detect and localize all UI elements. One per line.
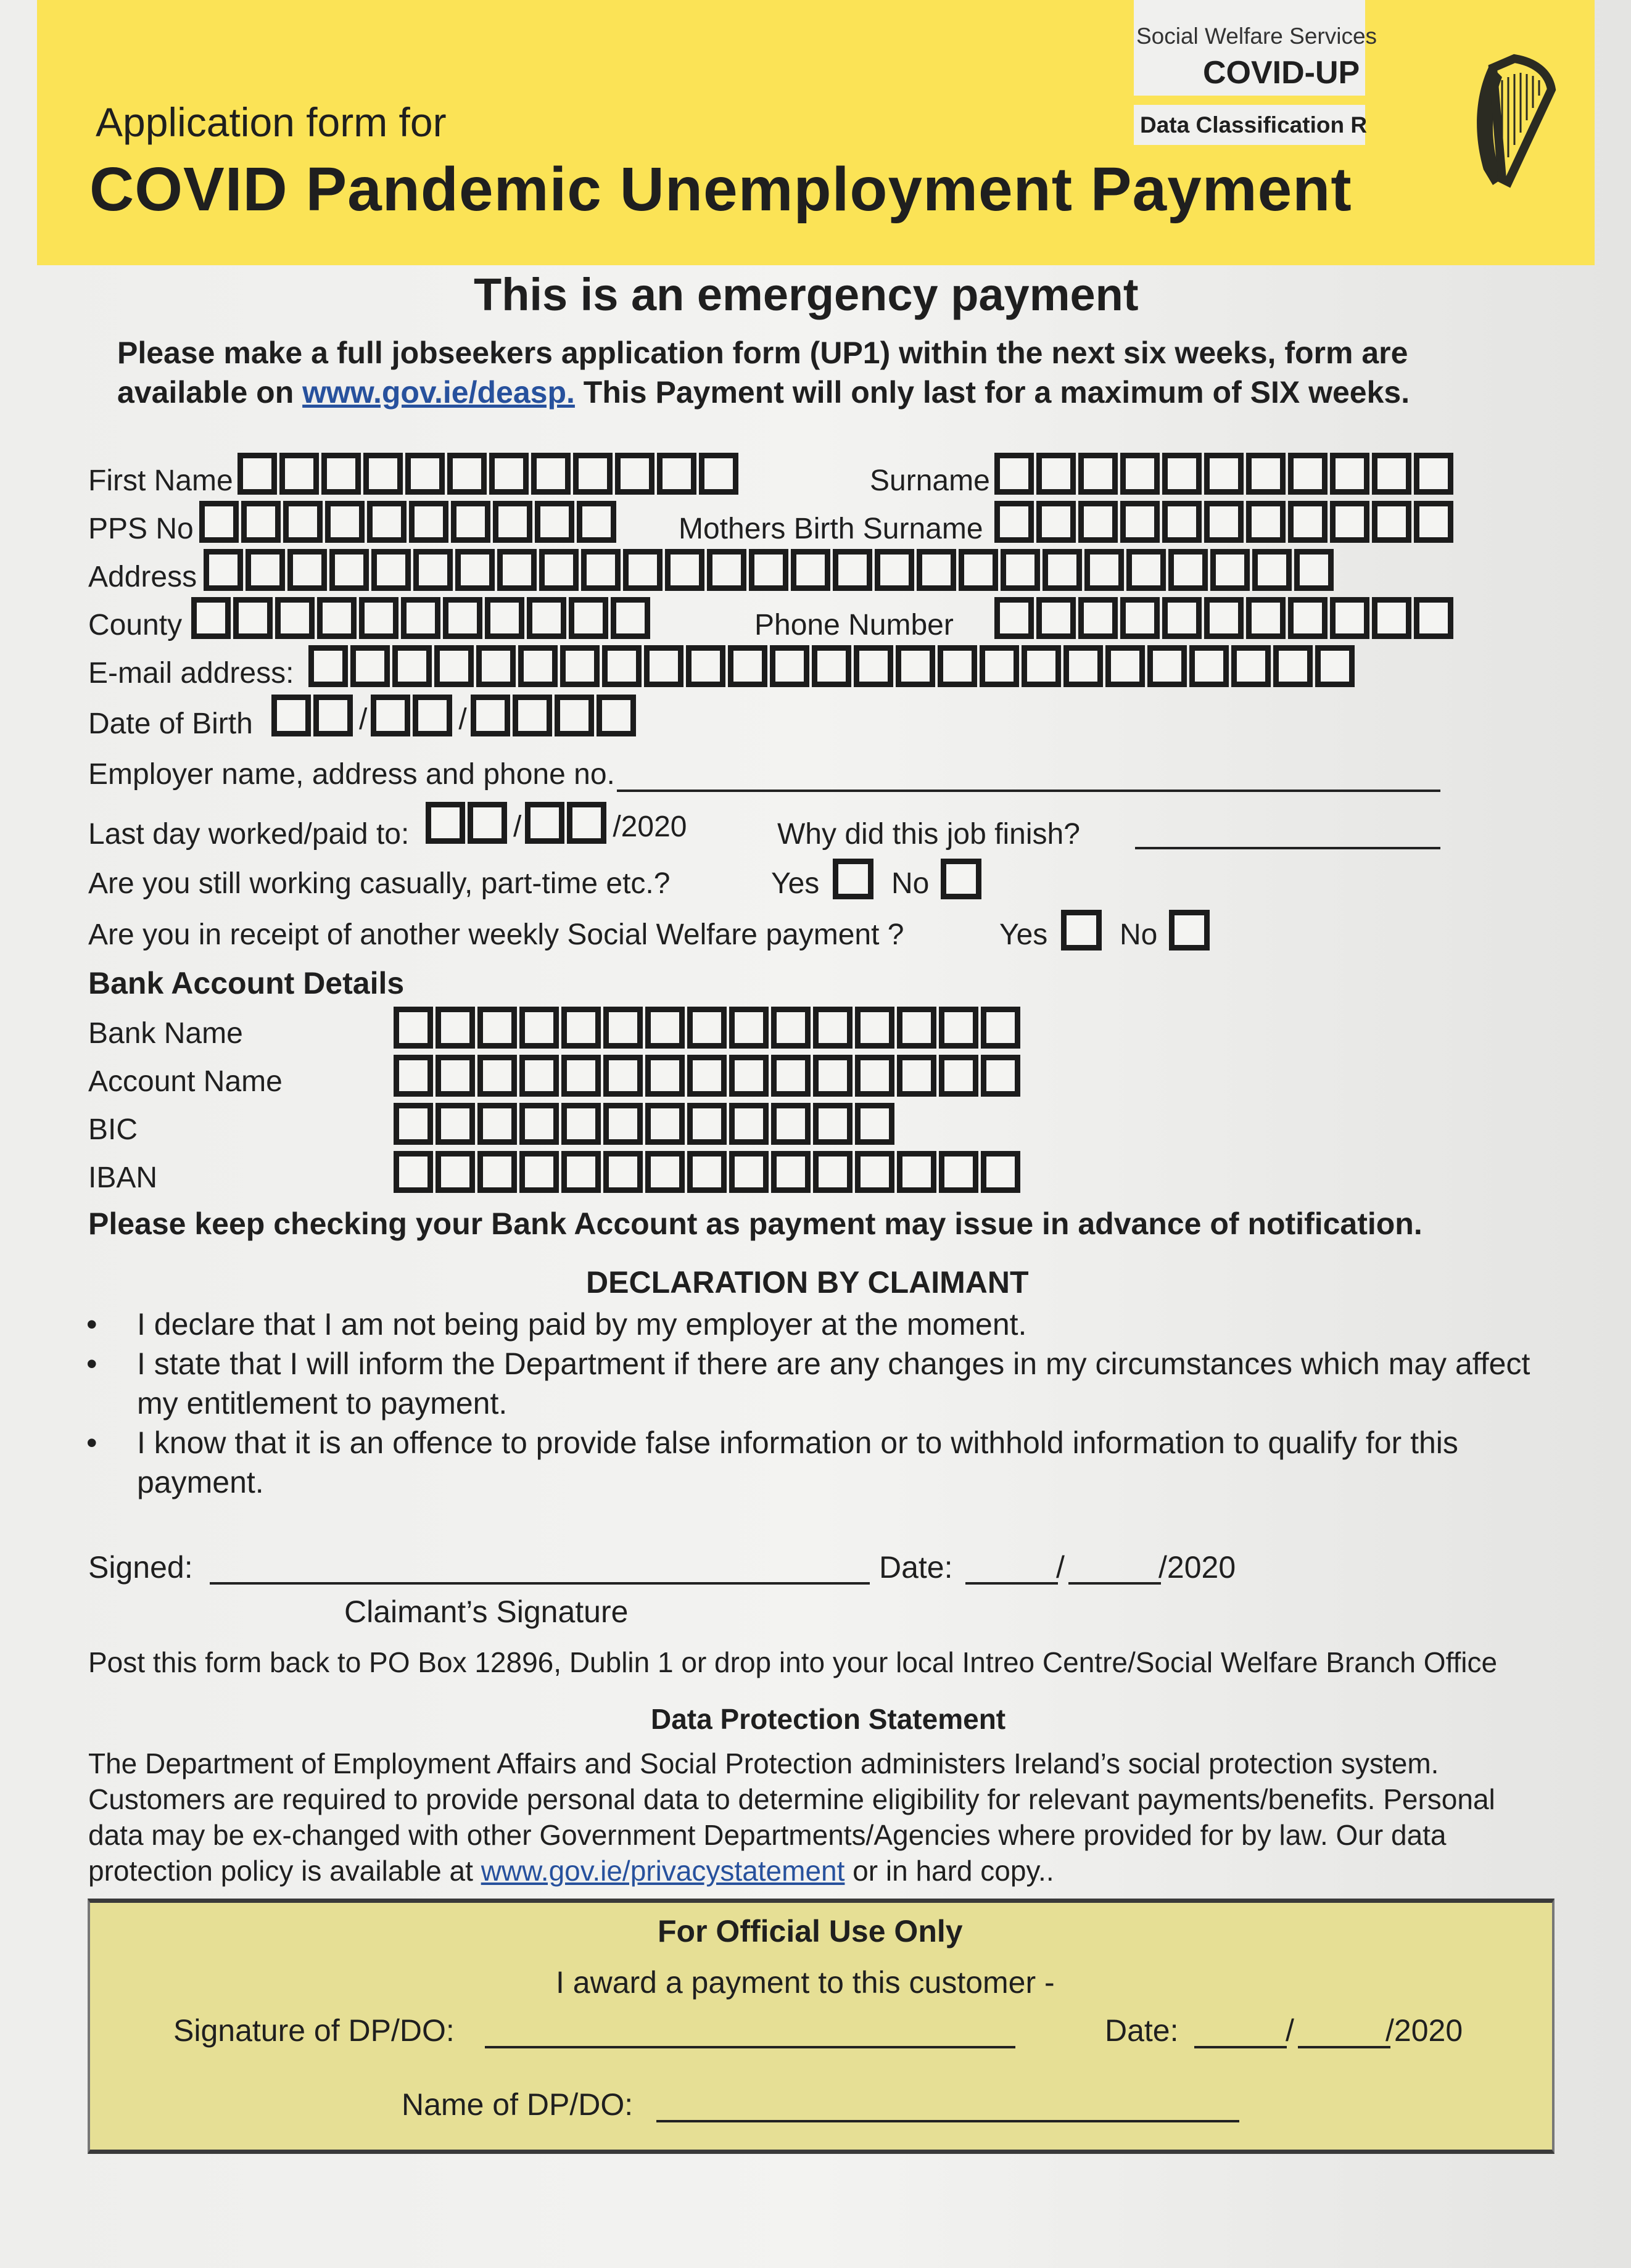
char-box[interactable] xyxy=(1147,645,1187,687)
dpdo-date-day-line[interactable] xyxy=(1194,2046,1287,2048)
char-box[interactable] xyxy=(687,1103,727,1145)
char-box[interactable] xyxy=(1252,549,1292,591)
char-box[interactable] xyxy=(401,597,440,639)
dob-year-box[interactable] xyxy=(513,695,552,736)
char-box[interactable] xyxy=(1162,597,1202,639)
county-boxes[interactable] xyxy=(191,597,653,639)
privacy-link[interactable]: www.gov.ie/privacystatement xyxy=(481,1855,845,1887)
char-box[interactable] xyxy=(434,645,474,687)
dob-boxes[interactable] xyxy=(271,695,638,736)
char-box[interactable] xyxy=(855,1055,894,1097)
char-box[interactable] xyxy=(1001,549,1040,591)
award-text: I award a payment to this customer - xyxy=(556,1965,1055,2000)
char-box[interactable] xyxy=(707,549,746,591)
employer-label: Employer name, address and phone no. xyxy=(88,758,615,791)
char-box[interactable] xyxy=(1204,453,1244,495)
char-box[interactable] xyxy=(1078,453,1118,495)
char-box[interactable] xyxy=(519,1103,559,1145)
bank-heading: Bank Account Details xyxy=(88,966,405,1000)
char-box[interactable] xyxy=(477,1103,517,1145)
char-box[interactable] xyxy=(1078,597,1118,639)
char-box[interactable] xyxy=(812,645,851,687)
char-box[interactable] xyxy=(939,1007,978,1049)
claimant-date-label: Date: xyxy=(879,1550,953,1585)
other-payment-yes-label: Yes xyxy=(999,918,1048,951)
char-box[interactable] xyxy=(687,1151,727,1193)
char-box[interactable] xyxy=(447,453,487,495)
char-box[interactable] xyxy=(1246,501,1286,543)
char-box[interactable] xyxy=(283,501,323,543)
claimant-date-year: /2020 xyxy=(1158,1550,1236,1585)
char-box[interactable] xyxy=(350,645,390,687)
char-box[interactable] xyxy=(519,1151,559,1193)
char-box[interactable] xyxy=(855,1103,894,1145)
char-box[interactable] xyxy=(477,1151,517,1193)
char-box[interactable] xyxy=(875,549,914,591)
why-finish-line[interactable] xyxy=(1135,847,1440,849)
bank-name-label: Bank Name xyxy=(88,1017,243,1050)
char-box[interactable] xyxy=(645,1055,685,1097)
last-day-box[interactable] xyxy=(426,802,465,844)
char-box[interactable] xyxy=(476,645,516,687)
phone-boxes[interactable] xyxy=(994,597,1456,639)
char-box[interactable] xyxy=(321,453,361,495)
char-box[interactable] xyxy=(1273,645,1313,687)
char-box[interactable] xyxy=(813,1103,853,1145)
last-month-box[interactable] xyxy=(525,802,564,844)
char-box[interactable] xyxy=(897,1055,936,1097)
char-box[interactable] xyxy=(1063,645,1103,687)
char-box[interactable] xyxy=(1022,645,1061,687)
dpdo-name-label: Name of DP/DO: xyxy=(402,2087,634,2122)
char-box[interactable] xyxy=(791,549,830,591)
char-box[interactable] xyxy=(325,501,365,543)
char-box[interactable] xyxy=(1120,453,1160,495)
char-box[interactable] xyxy=(645,1151,685,1193)
pps-boxes[interactable] xyxy=(199,501,619,543)
char-box[interactable] xyxy=(896,645,935,687)
date-separator: / xyxy=(1056,1550,1065,1585)
last-month-box[interactable] xyxy=(567,802,606,844)
char-box[interactable] xyxy=(204,549,243,591)
char-box[interactable] xyxy=(994,501,1034,543)
char-box[interactable] xyxy=(771,1007,811,1049)
char-box[interactable] xyxy=(394,1151,433,1193)
char-box[interactable] xyxy=(813,1055,853,1097)
form-subtitle: Application form for xyxy=(96,99,447,145)
char-box[interactable] xyxy=(577,501,616,543)
iban-boxes[interactable] xyxy=(394,1151,1023,1193)
service-name: Social Welfare Services xyxy=(1136,23,1377,49)
mothers-surname-boxes[interactable] xyxy=(994,501,1456,543)
char-box[interactable] xyxy=(981,1007,1020,1049)
char-box[interactable] xyxy=(994,453,1034,495)
county-label: County xyxy=(88,609,183,641)
char-box[interactable] xyxy=(813,1007,853,1049)
char-box[interactable] xyxy=(518,645,558,687)
char-box[interactable] xyxy=(1231,645,1271,687)
data-protection-text xyxy=(88,1746,1556,1889)
char-box[interactable] xyxy=(1036,597,1076,639)
char-box[interactable] xyxy=(1120,501,1160,543)
claimant-signature-line[interactable] xyxy=(210,1582,870,1585)
char-box[interactable] xyxy=(1120,597,1160,639)
iban-label: IBAN xyxy=(88,1161,158,1194)
char-box[interactable] xyxy=(938,645,977,687)
char-box[interactable] xyxy=(897,1007,936,1049)
char-box[interactable] xyxy=(665,549,704,591)
other-payment-no-label: No xyxy=(1120,918,1158,951)
last-day-year: /2020 xyxy=(613,810,687,843)
char-box[interactable] xyxy=(1036,501,1076,543)
char-box[interactable] xyxy=(959,549,998,591)
char-box[interactable] xyxy=(413,549,453,591)
char-box[interactable] xyxy=(1372,453,1411,495)
char-box[interactable] xyxy=(603,1151,643,1193)
bank-name-boxes[interactable] xyxy=(394,1007,1023,1049)
char-box[interactable] xyxy=(623,549,663,591)
char-box[interactable] xyxy=(897,1151,936,1193)
char-box[interactable] xyxy=(581,549,621,591)
date-separator: / xyxy=(1286,2013,1294,2048)
char-box[interactable] xyxy=(981,1055,1020,1097)
dpdo-name-line[interactable] xyxy=(656,2120,1239,2122)
account-name-boxes[interactable] xyxy=(394,1055,1023,1097)
char-box[interactable] xyxy=(1330,453,1369,495)
char-box[interactable] xyxy=(436,1055,475,1097)
char-box[interactable] xyxy=(603,1007,643,1049)
char-box[interactable] xyxy=(436,1007,475,1049)
char-box[interactable] xyxy=(699,453,738,495)
char-box[interactable] xyxy=(455,549,495,591)
char-box[interactable] xyxy=(1414,597,1453,639)
dob-day-box[interactable] xyxy=(313,695,353,736)
char-box[interactable] xyxy=(1294,549,1334,591)
char-box[interactable] xyxy=(535,501,574,543)
char-box[interactable] xyxy=(405,453,445,495)
char-box[interactable] xyxy=(1288,453,1328,495)
post-instructions: Post this form back to PO Box 12896, Dublin 1 or drop into your local Intreo Centre/Social Welfare Branch Office xyxy=(88,1646,1498,1678)
char-box[interactable] xyxy=(855,1007,894,1049)
char-box[interactable] xyxy=(443,597,482,639)
bic-label: BIC xyxy=(88,1113,138,1146)
deasp-link[interactable]: www.gov.ie/deasp. xyxy=(302,375,575,410)
char-box[interactable] xyxy=(233,597,273,639)
char-box[interactable] xyxy=(645,1007,685,1049)
other-payment-question: Are you in receipt of another weekly Social Welfare payment ? xyxy=(88,918,904,951)
char-box[interactable] xyxy=(1162,453,1202,495)
char-box[interactable] xyxy=(477,1007,517,1049)
char-box[interactable] xyxy=(657,453,696,495)
char-box[interactable] xyxy=(436,1151,475,1193)
char-box[interactable] xyxy=(1036,453,1076,495)
dob-label: Date of Birth xyxy=(88,707,253,740)
char-box[interactable] xyxy=(939,1055,978,1097)
char-box[interactable] xyxy=(644,645,683,687)
declaration-item: • I know that it is an offence to provide false information or to withhold information to qualify for this payment. xyxy=(86,1423,1567,1502)
form-title: COVID Pandemic Unemployment Payment xyxy=(89,155,1352,224)
char-box[interactable] xyxy=(308,645,348,687)
bank-notice: Please keep checking your Bank Account as payment may issue in advance of notification. xyxy=(88,1206,1422,1241)
char-box[interactable] xyxy=(603,1103,643,1145)
claimant-date-day-line[interactable] xyxy=(965,1582,1058,1585)
char-box[interactable] xyxy=(1315,645,1355,687)
char-box[interactable] xyxy=(1330,597,1369,639)
char-box[interactable] xyxy=(1414,501,1453,543)
char-box[interactable] xyxy=(749,549,788,591)
char-box[interactable] xyxy=(1189,645,1229,687)
char-box[interactable] xyxy=(394,1055,433,1097)
char-box[interactable] xyxy=(409,501,448,543)
dpdo-date-month-line[interactable] xyxy=(1298,2046,1390,2048)
char-box[interactable] xyxy=(813,1151,853,1193)
account-name-label: Account Name xyxy=(88,1065,283,1098)
char-box[interactable] xyxy=(329,549,369,591)
declaration-item: • I declare that I am not being paid by my employer at the moment. xyxy=(86,1305,1567,1344)
char-box[interactable] xyxy=(687,1055,727,1097)
first-name-boxes[interactable] xyxy=(237,453,741,495)
char-box[interactable] xyxy=(1414,453,1453,495)
casual-yes-label: Yes xyxy=(771,867,820,900)
char-box[interactable] xyxy=(1210,549,1250,591)
char-box[interactable] xyxy=(1168,549,1208,591)
mothers-surname-label: Mothers Birth Surname xyxy=(679,513,983,545)
last-day-boxes[interactable] xyxy=(426,802,690,844)
char-box[interactable] xyxy=(771,1151,811,1193)
char-box[interactable] xyxy=(686,645,725,687)
signature-caption: Claimant’s Signature xyxy=(344,1594,629,1629)
char-box[interactable] xyxy=(317,597,357,639)
char-box[interactable] xyxy=(729,1007,769,1049)
char-box[interactable] xyxy=(246,549,285,591)
char-box[interactable] xyxy=(531,453,571,495)
address-boxes[interactable] xyxy=(204,549,1336,591)
harp-emblem-icon xyxy=(1465,52,1558,194)
char-box[interactable] xyxy=(1372,501,1411,543)
char-box[interactable] xyxy=(1105,645,1145,687)
char-box[interactable] xyxy=(237,453,277,495)
official-use-box xyxy=(88,1899,1555,2154)
char-box[interactable] xyxy=(729,1103,769,1145)
char-box[interactable] xyxy=(994,597,1034,639)
char-box[interactable] xyxy=(394,1103,433,1145)
char-box[interactable] xyxy=(939,1151,978,1193)
char-box[interactable] xyxy=(561,1007,601,1049)
other-payment-yes-checkbox[interactable] xyxy=(1061,910,1102,950)
char-box[interactable] xyxy=(1043,549,1082,591)
char-box[interactable] xyxy=(394,1007,433,1049)
first-name-label: First Name xyxy=(88,464,233,497)
char-box[interactable] xyxy=(1204,501,1244,543)
char-box[interactable] xyxy=(561,1151,601,1193)
dob-year-box[interactable] xyxy=(597,695,636,736)
pps-label: PPS No xyxy=(88,513,194,545)
char-box[interactable] xyxy=(645,1103,685,1145)
char-box[interactable] xyxy=(573,453,613,495)
char-box[interactable] xyxy=(981,1151,1020,1193)
char-box[interactable] xyxy=(561,1055,601,1097)
date-separator: / xyxy=(513,810,522,843)
date-separator: / xyxy=(458,703,467,736)
char-box[interactable] xyxy=(560,645,600,687)
signed-label: Signed: xyxy=(88,1550,193,1585)
dpdo-signature-label: Signature of DP/DO: xyxy=(173,2013,455,2048)
char-box[interactable] xyxy=(371,549,411,591)
char-box[interactable] xyxy=(917,549,956,591)
dob-year-box[interactable] xyxy=(471,695,510,736)
char-box[interactable] xyxy=(392,645,432,687)
email-label: E-mail address: xyxy=(88,657,294,690)
char-box[interactable] xyxy=(1204,597,1244,639)
char-box[interactable] xyxy=(687,1007,727,1049)
char-box[interactable] xyxy=(602,645,642,687)
char-box[interactable] xyxy=(489,453,529,495)
employer-line[interactable] xyxy=(617,790,1440,792)
char-box[interactable] xyxy=(527,597,566,639)
char-box[interactable] xyxy=(359,597,398,639)
char-box[interactable] xyxy=(728,645,767,687)
char-box[interactable] xyxy=(363,453,403,495)
casual-yes-checkbox[interactable] xyxy=(833,859,873,899)
notice-text-1: Please make a full jobseekers application form (UP1) within the next six weeks, form are available on xyxy=(117,336,1408,410)
dob-day-box[interactable] xyxy=(271,695,311,736)
char-box[interactable] xyxy=(279,453,319,495)
char-box[interactable] xyxy=(519,1007,559,1049)
char-box[interactable] xyxy=(1330,501,1369,543)
char-box[interactable] xyxy=(1084,549,1124,591)
claimant-date-month-line[interactable] xyxy=(1068,1582,1161,1585)
char-box[interactable] xyxy=(1126,549,1166,591)
char-box[interactable] xyxy=(436,1103,475,1145)
surname-label: Surname xyxy=(870,464,990,497)
char-box[interactable] xyxy=(771,1055,811,1097)
char-box[interactable] xyxy=(199,501,239,543)
dob-year-box[interactable] xyxy=(555,695,594,736)
data-protection-heading: Data Protection Statement xyxy=(651,1703,1006,1735)
char-box[interactable] xyxy=(1162,501,1202,543)
char-box[interactable] xyxy=(770,645,809,687)
surname-boxes[interactable] xyxy=(994,453,1456,495)
char-box[interactable] xyxy=(615,453,654,495)
declaration-heading: DECLARATION BY CLAIMANT xyxy=(586,1265,1029,1300)
char-box[interactable] xyxy=(367,501,407,543)
last-day-label: Last day worked/paid to: xyxy=(88,818,410,851)
char-box[interactable] xyxy=(1246,453,1286,495)
char-box[interactable] xyxy=(451,501,490,543)
char-box[interactable] xyxy=(1078,501,1118,543)
char-box[interactable] xyxy=(980,645,1019,687)
char-box[interactable] xyxy=(611,597,650,639)
official-heading: For Official Use Only xyxy=(658,1914,963,1948)
address-label: Address xyxy=(88,561,197,593)
dpdo-date-year: /2020 xyxy=(1385,2013,1463,2048)
char-box[interactable] xyxy=(855,1151,894,1193)
char-box[interactable] xyxy=(1246,597,1286,639)
date-separator: / xyxy=(359,703,368,736)
phone-label: Phone Number xyxy=(754,609,954,641)
casual-question: Are you still working casually, part-time etc.? xyxy=(88,867,671,900)
char-box[interactable] xyxy=(771,1103,811,1145)
char-box[interactable] xyxy=(1288,501,1328,543)
casual-no-checkbox[interactable] xyxy=(941,859,981,899)
other-payment-no-checkbox[interactable] xyxy=(1169,910,1210,950)
char-box[interactable] xyxy=(854,645,893,687)
data-classification: Data Classification R xyxy=(1140,112,1368,138)
char-box[interactable] xyxy=(497,549,537,591)
char-box[interactable] xyxy=(1372,597,1411,639)
declaration-list xyxy=(86,1305,1567,1502)
data-protection-end: or in hard copy.. xyxy=(844,1855,1054,1887)
char-box[interactable] xyxy=(539,549,579,591)
last-day-box[interactable] xyxy=(468,802,507,844)
data-protection-body: The Department of Employment Affairs and Social Protection administers Ireland’s social protection system. Customers are required to provide personal data to determine eligibility for relevant payments/benefits. Personal data may be ex-changed with other Government Departments/Agencies where provided for by law. Our data protection policy is available at xyxy=(88,1747,1495,1887)
char-box[interactable] xyxy=(729,1055,769,1097)
char-box[interactable] xyxy=(603,1055,643,1097)
char-box[interactable] xyxy=(561,1103,601,1145)
email-boxes[interactable] xyxy=(308,645,1357,687)
char-box[interactable] xyxy=(477,1055,517,1097)
dob-month-box[interactable] xyxy=(413,695,452,736)
emergency-heading: This is an emergency payment xyxy=(474,269,1139,320)
dpdo-signature-line[interactable] xyxy=(485,2046,1015,2048)
dpdo-date-label: Date: xyxy=(1105,2013,1179,2048)
char-box[interactable] xyxy=(275,597,315,639)
dob-month-box[interactable] xyxy=(371,695,410,736)
why-finish-label: Why did this job finish? xyxy=(777,818,1080,851)
notice-text xyxy=(117,333,1536,412)
char-box[interactable] xyxy=(569,597,608,639)
char-box[interactable] xyxy=(493,501,532,543)
bic-boxes[interactable] xyxy=(394,1103,897,1145)
char-box[interactable] xyxy=(241,501,281,543)
char-box[interactable] xyxy=(1288,597,1328,639)
char-box[interactable] xyxy=(191,597,231,639)
declaration-item: • I state that I will inform the Department if there are any changes in my circumstances which may affect my entitlement to payment. xyxy=(86,1344,1567,1423)
char-box[interactable] xyxy=(729,1151,769,1193)
char-box[interactable] xyxy=(519,1055,559,1097)
char-box[interactable] xyxy=(485,597,524,639)
notice-text-2: This Payment will only last for a maximum of SIX weeks. xyxy=(574,375,1410,410)
casual-no-label: No xyxy=(891,867,930,900)
char-box[interactable] xyxy=(287,549,327,591)
char-box[interactable] xyxy=(833,549,872,591)
form-code: COVID-UP xyxy=(1203,55,1360,91)
